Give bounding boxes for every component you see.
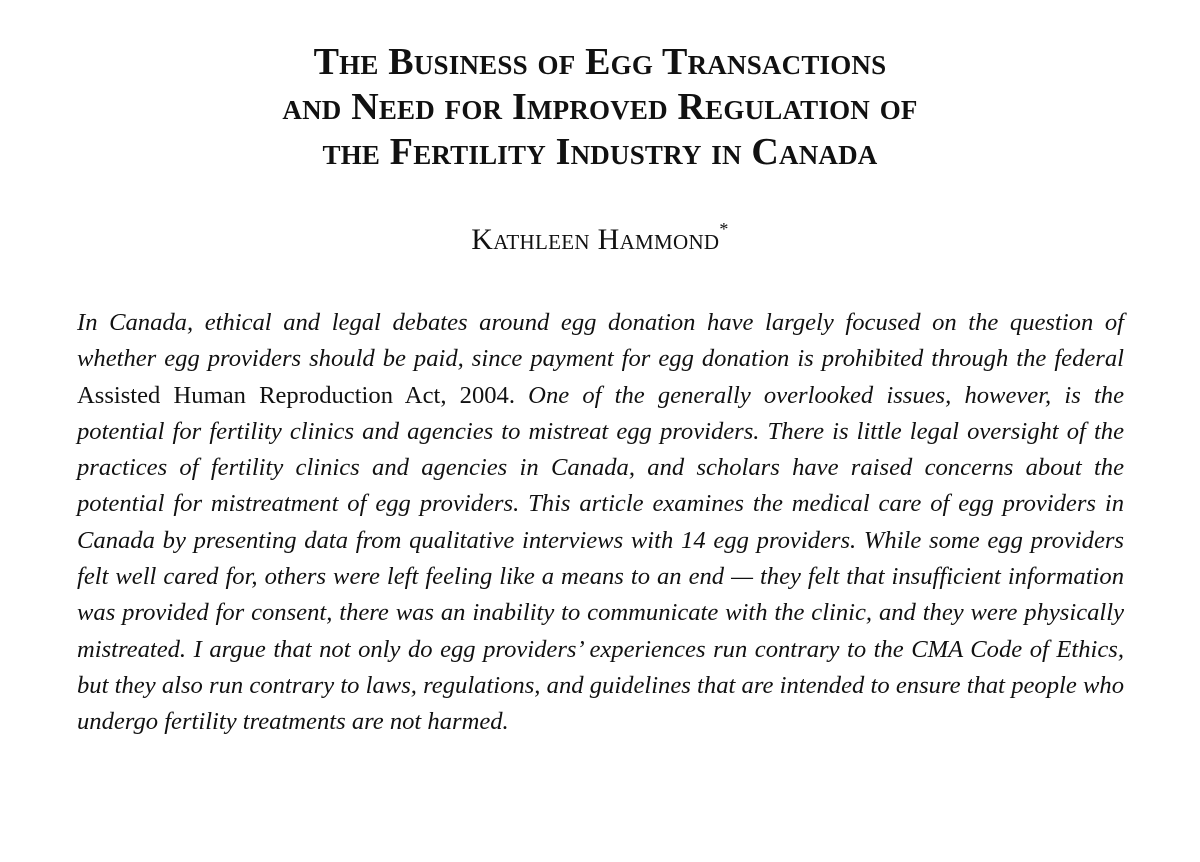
article-title-line-1: The Business of Egg Transactions [313, 41, 887, 83]
author-name [0, 220, 1200, 260]
abstract-text-part-1: In Canada, ethical and legal debates around egg donation have largely focused on the question of whether egg providers should be paid, since payment for egg donation is prohibited through the federal [77, 309, 1124, 373]
abstract-text-part-2: One of the generally overlooked issues, however, is the potential for fertility clinics and agencies to mistreat egg providers. There is little legal oversight of the practices of fertility clinics and agencies in Canada, and scholars have raised concerns about the potential for mistreatment of egg providers. This article examines the medical care of egg providers in Canada by presenting data from qualitative interviews with 14 egg providers. While some egg providers felt well cared for, others were left feeling like a means to an end — they felt that insufficient information was provided for consent, there was an inability to communicate with the clinic, and they were physically mistreated. I argue that not only do egg providers’ experiences run contrary to the CMA Code of Ethics, but they also run contrary to laws, regulations, and guidelines that are intended to ensure that people who undergo fertility treatments are not harmed. [77, 381, 1125, 736]
abstract-paragraph [77, 305, 1124, 741]
author-name-text: Kathleen Hammond [471, 223, 720, 256]
author-footnote-mark: * [719, 219, 729, 239]
article-title-line-3: the Fertility Industry in Canada [322, 131, 878, 173]
abstract-act-name: Assisted Human Reproduction Act, 2004. [77, 381, 515, 409]
article-title-line-2: and Need for Improved Regulation of [282, 86, 918, 128]
article-title [0, 40, 1200, 175]
